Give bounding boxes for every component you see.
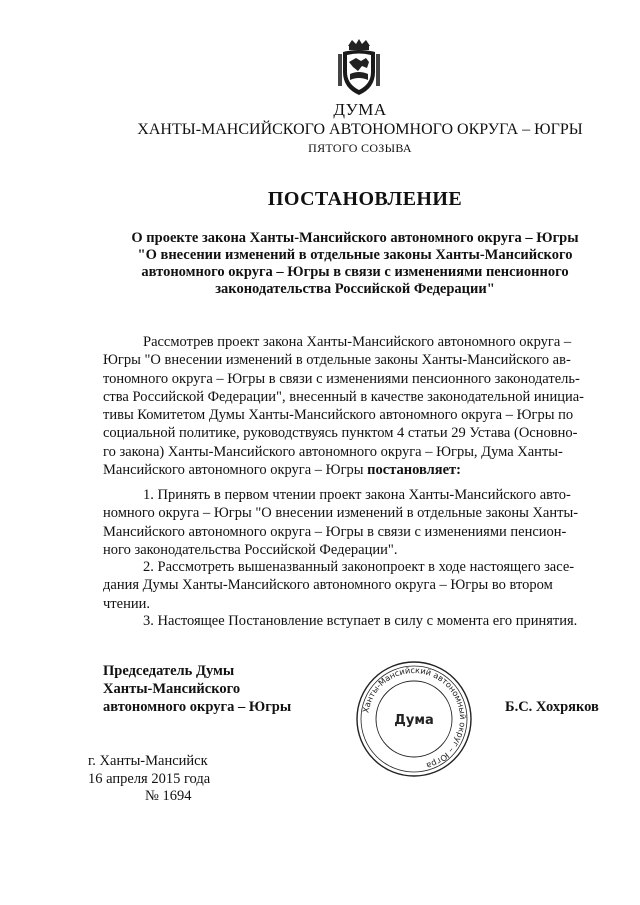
signer-title-line: Ханты-Мансийского [103,681,241,697]
subject-line: автономного округа – Югры в связи с изменениями пенсионного [141,264,569,280]
document-number: № 1694 [145,788,192,804]
date: 16 апреля 2015 года [88,771,211,787]
document-subject [110,230,600,298]
official-stamp [355,660,473,778]
text-line: дания Думы Ханты-Мансийского автономного округа – Югры во втором [103,577,553,594]
resolves-keyword: постановляет: [367,462,461,479]
signer-title [103,662,291,716]
document-type: ПОСТАНОВЛЕНИЕ [267,188,463,210]
text-line: социальной политике, руководствуясь пунктом 4 статьи 29 Устава (Основно- [103,425,578,442]
resolution-item-2 [103,558,608,613]
text-line: ства Российской Федерации", внесенный в качестве законодательной инициа- [103,388,584,405]
place-and-date [88,752,210,788]
text-line: чтении. [103,595,150,612]
text-line: Мансийского автономного округа – Югры в связи с изменениями пенсион- [103,523,567,540]
org-name: ДУМА [333,100,387,119]
convocation: ПЯТОГО СОЗЫВА [308,141,412,155]
text-line [103,461,608,479]
text-line: Югры "О внесении изменений в отдельные законы Ханты-Мансийского ав- [103,352,571,369]
text-fragment: Мансийского автономного округа – Югры [103,462,368,479]
text-line: тивы Комитетом Думы Ханты-Мансийского автономного округа – Югры по [103,407,574,424]
text-line: 1. Принять в первом чтении проект закона Ханты-Мансийского авто- [143,487,571,503]
resolution-item-3 [103,612,608,630]
text-line: ного законодательства Российской Федерации". [103,541,398,558]
subject-line: О проекте закона Ханты-Мансийского автономного округа – Югры [131,230,579,246]
text-line: тономного округа – Югры в связи с изменениями пенсионного законодатель- [103,370,580,387]
text-line: 3. Настоящее Постановление вступает в силу с момента его принятия. [143,613,578,629]
coat-of-arms-icon [334,38,384,98]
subject-line: законодательства Российской Федерации" [215,281,495,297]
resolution-item-1 [103,486,608,559]
preamble-paragraph [103,333,608,479]
place: г. Ханты-Мансийск [88,753,208,769]
stamp-ring-text: Ханты-Мансийский автономный округ – Югра [360,664,469,772]
text-line: го закона) Ханты-Мансийского автономного округа – Югры, Дума Ханты- [103,443,563,460]
text-line: номного округа – Югры "О внесении изменений в отдельные законы Ханты- [103,505,579,522]
org-region: ХАНТЫ-МАНСИЙСКОГО АВТОНОМНОГО ОКРУГА – ЮГРЫ [137,121,583,138]
subject-line: "О внесении изменений в отдельные законы Ханты-Мансийского [137,247,573,263]
text-line: Рассмотрев проект закона Ханты-Мансийского автономного округа – [143,334,572,350]
text-line: 2. Рассмотреть вышеназванный законопроект в ходе настоящего засе- [143,559,575,575]
stamp-center-text: Дума [394,713,434,728]
signer-title-line: Председатель Думы [103,663,235,679]
signer-name: Б.С. Хохряков [505,699,599,715]
signer-title-line: автономного округа – Югры [103,699,292,715]
